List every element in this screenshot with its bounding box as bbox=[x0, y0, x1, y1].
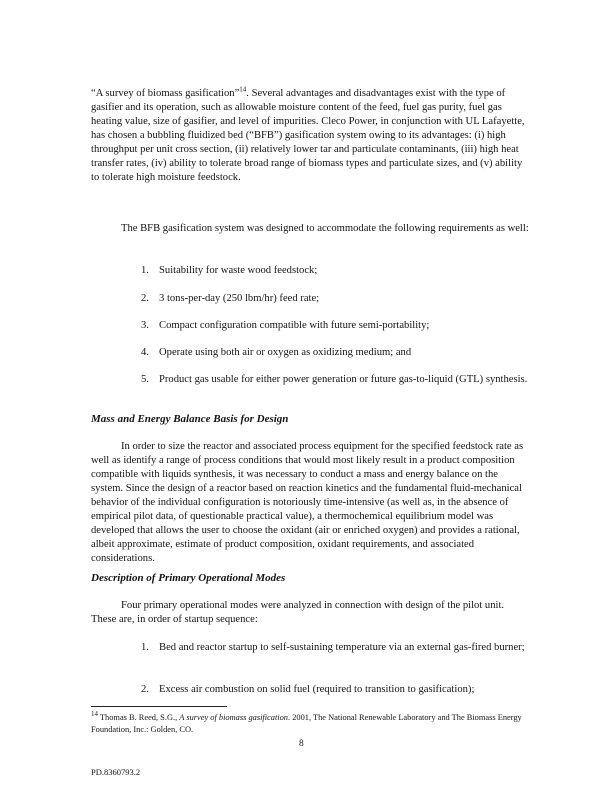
mode-item bbox=[141, 641, 531, 655]
requirement-item bbox=[141, 346, 531, 360]
section-heading-mass-energy: Mass and Energy Balance Basis for Design bbox=[91, 413, 289, 425]
list-number: 4. bbox=[141, 347, 149, 358]
list-number: 5. bbox=[141, 374, 149, 385]
footnote-author: Thomas B. Reed, S.G., bbox=[98, 713, 180, 722]
list-number: 1. bbox=[141, 642, 149, 653]
page-number: 8 bbox=[299, 739, 304, 749]
mode-item bbox=[141, 683, 531, 697]
paragraph-bfb-requirements: The BFB gasification system was designed to accommodate the following requirements as well: bbox=[121, 223, 529, 234]
list-text: 3 tons-per-day (250 lbm/hr) feed rate; bbox=[159, 293, 320, 304]
requirement-item bbox=[141, 292, 531, 306]
section-heading-operational-modes: Description of Primary Operational Modes bbox=[91, 572, 286, 584]
requirement-item bbox=[141, 264, 531, 278]
list-number: 3. bbox=[141, 320, 149, 331]
footnote-number: 14 bbox=[91, 710, 98, 719]
list-number: 2. bbox=[141, 293, 149, 304]
list-text: Excess air combustion on solid fuel (required to transition to gasification); bbox=[159, 684, 475, 695]
list-number: 1. bbox=[141, 265, 149, 276]
footnote bbox=[91, 712, 541, 736]
list-text: Compact configuration compatible with future semi-portability; bbox=[159, 320, 430, 331]
footnote-title: A survey of biomass gasification bbox=[179, 713, 288, 722]
list-text: Product gas usable for either power generation or future gas-to-liquid (GTL) synthesis. bbox=[159, 374, 528, 385]
list-text: Suitability for waste wood feedstock; bbox=[159, 265, 318, 276]
list-number: 2. bbox=[141, 684, 149, 695]
list-text: Bed and reactor startup to self-sustaining temperature via an external gas-fired burner; bbox=[159, 642, 525, 653]
footnote-reference: 14 bbox=[239, 85, 247, 94]
paragraph-operational-modes: Four primary operational modes were analyzed in connection with design of the pilot unit. These are, in order of startup sequence: bbox=[91, 600, 505, 625]
footnote-divider bbox=[91, 706, 227, 707]
requirement-item bbox=[141, 373, 531, 387]
quoted-title: “A survey of biomass gasification” bbox=[91, 88, 240, 99]
requirement-item bbox=[141, 319, 531, 333]
paragraph-mass-energy-balance: In order to size the reactor and associated process equipment for the specified feedstock rate as well as identify a range of process conditions that would most likely result in a product composition compatible with liquids synthesis, it was necessary to conduct a mass and energy balance on the system. Since the design of a reactor based on reaction kinetics and the fundamental fluid-mechanical behavior of the individual configuration is notoriously time-intensive (as well as, in the absence of empirical pilot data, of questionable practical value), a thermochemical equilibrium model was developed that allows the user to choose the oxidant (air or enriched oxygen) and provides a rational, albeit approximate, estimate of product composition, oxidant requirements, and associated considerations. bbox=[91, 441, 524, 564]
footnote-source: . 2001, The National Renewable Laboratory and The Biomass Energy Foundation, Inc.: Golden, CO. bbox=[91, 713, 522, 734]
list-text: Operate using both air or oxygen as oxidizing medium; and bbox=[159, 347, 412, 358]
paragraph-text: . Several advantages and disadvantages exist with the type of gasifier and its operation, such as allowable moisture content of the feed, fuel gas purity, fuel gas heating value, size of gasifier, and level of impurities. Cleco Power, in conjunction with UL Lafayette, has chosen a bubbling fluidized bed (“BFB”) gasification system owing to its advantages: (i) high throughput per unit cross section, (ii) relatively lower tar and particulate contaminants, (iii) high heat transfer rates, (iv) ability to tolerate broad range of biomass types and particulate sizes, and (v) ability to tolerate high moisture feedstock. bbox=[91, 88, 525, 183]
document-id: PD.8360793.2 bbox=[91, 767, 141, 777]
paragraph-gasifier-selection bbox=[91, 87, 531, 185]
